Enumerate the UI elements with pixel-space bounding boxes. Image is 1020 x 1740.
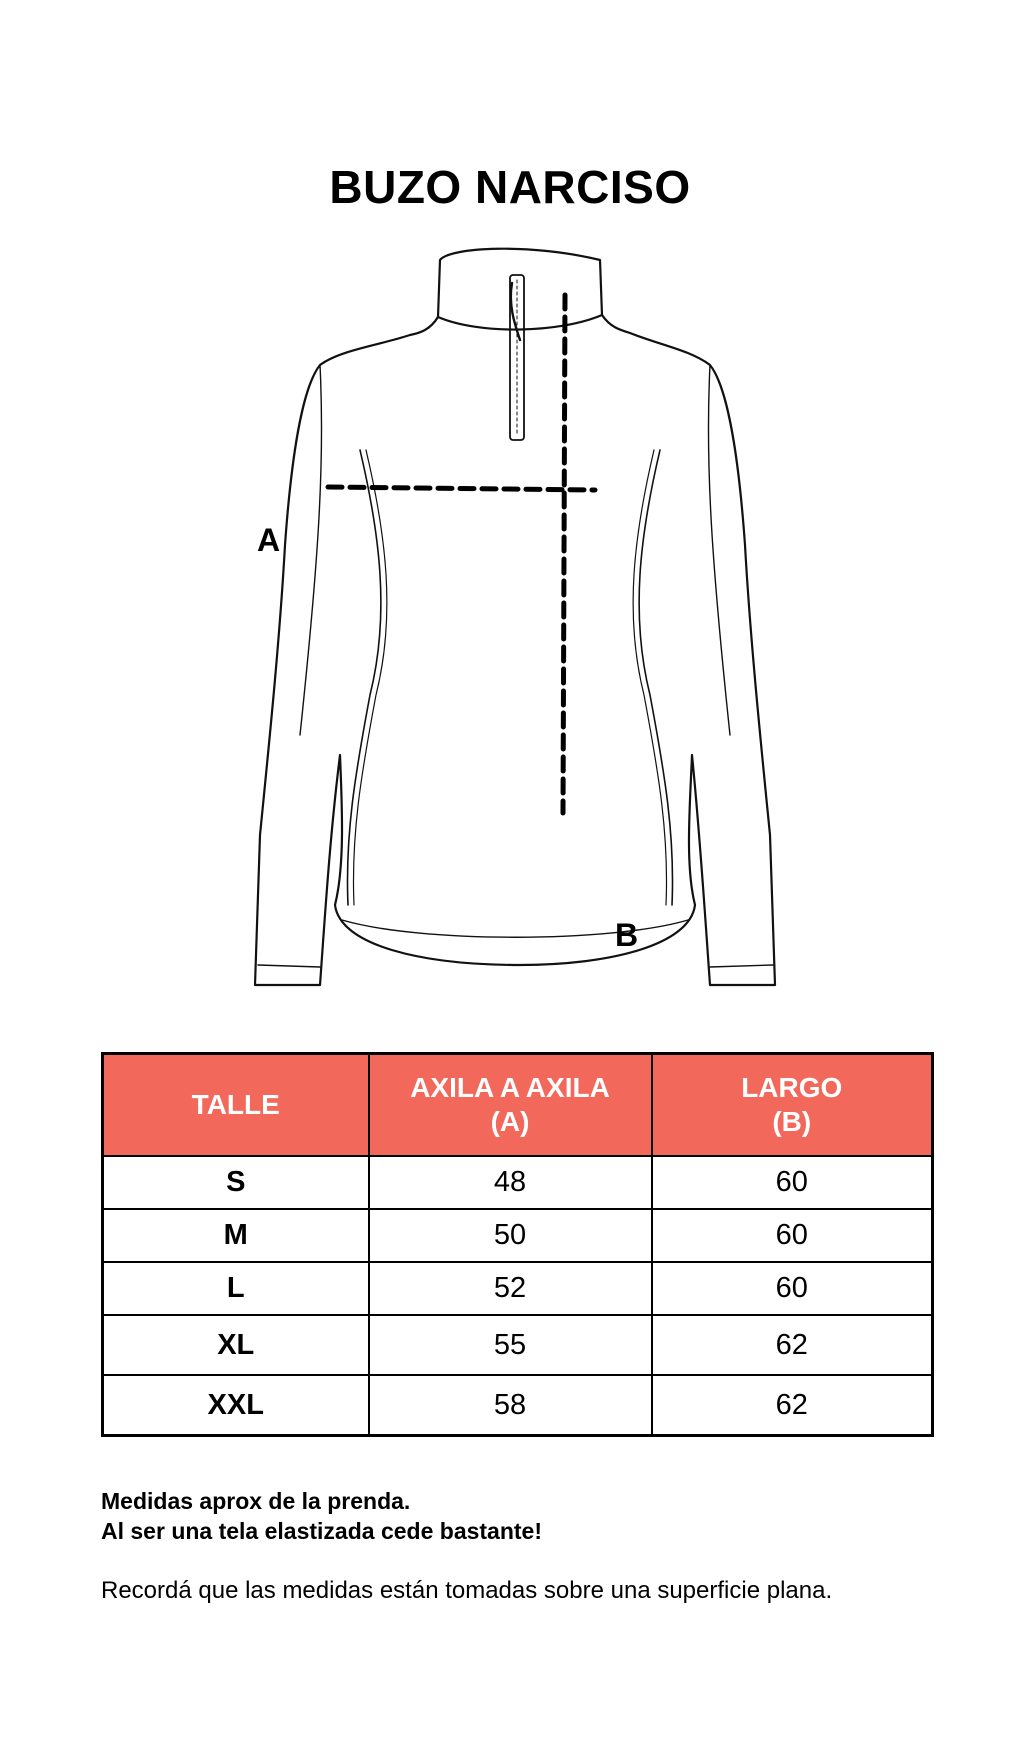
cell-largo: 62 [652,1315,933,1375]
cell-talle: XL [103,1315,369,1375]
table-row [103,1262,933,1315]
left-seam-2 [353,450,386,905]
table-row [103,1375,933,1436]
right-cuff [710,965,773,967]
measure-note [101,1486,542,1546]
zipper-pull [511,283,520,340]
measure-label-a: A [257,522,281,558]
cell-axila: 58 [369,1375,652,1436]
left-sleeve-seam [300,365,322,735]
header-talle-label: TALLE [191,1089,280,1120]
page-title: BUZO NARCISO [329,161,691,213]
collar-outline [438,249,602,330]
cell-axila: 55 [369,1315,652,1375]
header-axila [369,1054,652,1157]
cell-axila: 48 [369,1156,652,1209]
header-largo [652,1054,933,1157]
table-row [103,1156,933,1209]
table-row [103,1315,933,1375]
cell-talle: L [103,1262,369,1315]
cell-largo: 60 [652,1262,933,1315]
cell-largo: 62 [652,1375,933,1436]
table-header-row [103,1054,933,1157]
cell-axila: 50 [369,1209,652,1262]
measure-line-b [563,295,565,813]
right-sleeve-seam [708,365,730,735]
measure-label-b: B [615,917,639,953]
body-outline [255,333,775,985]
measure-note-line2: Al ser una tela elastizada cede bastante! [101,1518,543,1544]
right-seam [639,450,672,905]
measure-note-line1: Medidas aprox de la prenda. [101,1488,411,1514]
size-table [101,1052,934,1437]
cell-axila: 52 [369,1262,652,1315]
cell-largo: 60 [652,1209,933,1262]
left-cuff [258,965,320,967]
cell-talle: XXL [103,1375,369,1436]
header-axila-label: AXILA A AXILA [410,1072,610,1103]
header-axila-code: (A) [490,1106,530,1137]
header-talle [103,1054,369,1157]
left-seam [347,450,380,905]
header-largo-code: (B) [772,1106,812,1137]
cell-talle: M [103,1209,369,1262]
header-largo-label: LARGO [741,1072,843,1103]
flat-surface-note: Recordá que las medidas están tomadas sobre una superficie plana. [101,1577,833,1604]
table-row [103,1209,933,1262]
cell-largo: 60 [652,1156,933,1209]
right-seam-2 [633,450,666,905]
garment-diagram [230,215,790,1015]
cell-talle: S [103,1156,369,1209]
